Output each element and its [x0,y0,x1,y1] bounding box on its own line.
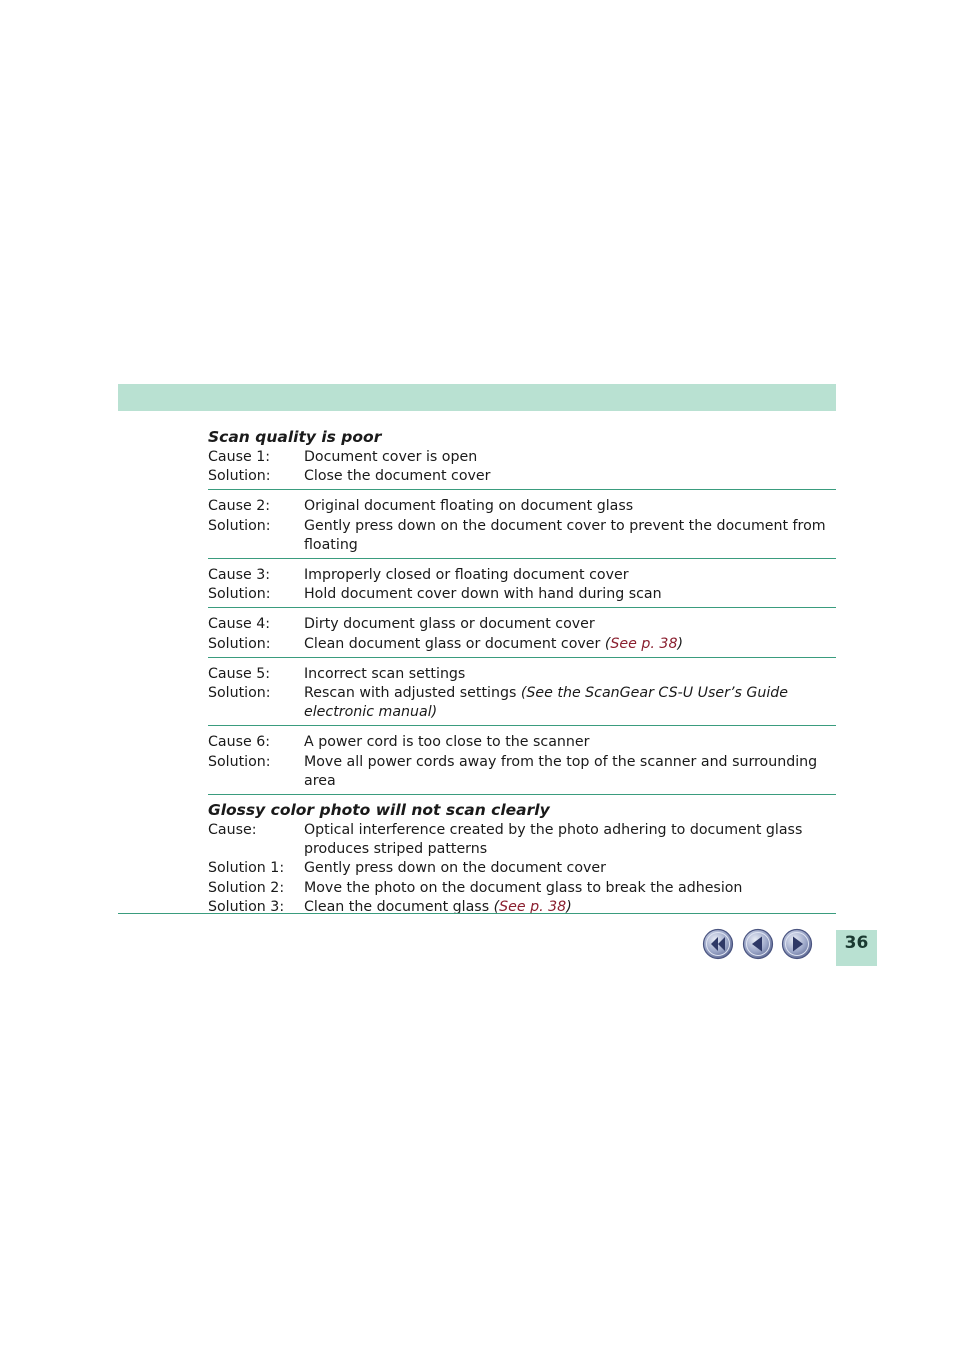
see-page-link[interactable]: See p. 38 [499,898,567,915]
row-text: Gently press down on the document cover to prevent the document from floating [304,517,826,553]
troubleshooting-content [208,426,836,917]
row-label: Solution: [208,517,271,534]
row-text [304,898,836,917]
cause-row [208,448,836,467]
row-text: Close the document cover [304,468,491,485]
row-text: Document cover is open [304,449,478,465]
manual-reference: (See the ScanGear CS-U User’s Guide electronic manual) [304,685,789,721]
first-page-icon [702,928,734,960]
row-label: Cause 1: [208,449,271,465]
row-text [304,684,836,722]
previous-page-button[interactable] [742,928,774,960]
solution-row [208,898,836,917]
row-label: Cause 3: [208,567,271,584]
header-band [118,384,836,411]
bottom-rule [118,913,836,914]
row-text: Hold document cover down with hand during scan [304,586,662,603]
row-label: Cause 6: [208,734,271,751]
row-text: Move all power cords away from the top of the scanner and surrounding area [304,753,818,789]
row-label: Solution 2: [208,879,285,896]
cause-group-6 [208,726,836,795]
ref-open-paren: ( [493,898,500,915]
solution-row [208,879,836,898]
solution-row [208,517,836,555]
row-text: Original document floating on document glass [304,498,634,515]
solution-row [208,753,836,791]
section-title: Glossy color photo will not scan clearly [208,801,550,820]
solution-text: Rescan with adjusted settings [304,685,521,702]
row-text: Dirty document glass or document cover [304,616,595,633]
section-title: Scan quality is poor [208,428,382,446]
page-number: 36 [836,930,877,966]
cause-row [208,615,836,634]
previous-page-icon [742,928,774,960]
solution-row [208,635,836,654]
row-text: Improperly closed or floating document cover [304,567,629,584]
next-page-button[interactable] [781,928,813,960]
row-text: Optical interference created by the photo adhering to document glass produces striped patterns [304,822,803,858]
solution-row [208,859,836,878]
cause-group-2 [208,490,836,559]
ref-open-paren: ( [604,635,611,652]
row-text: A power cord is too close to the scanner [304,734,590,751]
row-text [304,635,836,654]
row-text: Gently press down on the document cover [304,860,606,877]
cause-row [208,733,836,752]
cause-row [208,821,836,859]
row-label: Cause 2: [208,498,271,515]
row-label: Cause 4: [208,616,271,633]
cause-group-4 [208,608,836,657]
cause-row [208,497,836,516]
solution-text: Clean document glass or document cover [304,635,605,652]
row-label: Solution 1: [208,860,285,877]
ref-close-paren: ) [677,635,684,652]
row-label: Solution: [208,586,271,603]
cause-row [208,665,836,684]
solution-text: Clean the document glass [304,898,494,915]
solution-row [208,585,836,604]
cause-group-5 [208,658,836,727]
row-label: Solution: [208,635,271,652]
row-label: Solution 3: [208,898,285,915]
row-label: Solution: [208,753,271,770]
cause-group-3 [208,559,836,608]
solution-row [208,467,836,486]
section-scan-quality [208,426,836,795]
first-page-button[interactable] [702,928,734,960]
see-page-link[interactable]: See p. 38 [610,635,678,652]
cause-group-1 [208,448,836,490]
row-label: Solution: [208,685,271,702]
row-label: Cause: [208,822,257,839]
section-glossy-photo [208,795,836,917]
cause-row [208,566,836,585]
row-label: Cause 5: [208,665,271,682]
solution-row [208,684,836,722]
ref-close-paren: ) [566,898,572,915]
row-label: Solution: [208,468,271,485]
row-text: Incorrect scan settings [304,665,466,682]
next-page-icon [781,928,813,960]
row-text: Move the photo on the document glass to break the adhesion [304,879,743,896]
